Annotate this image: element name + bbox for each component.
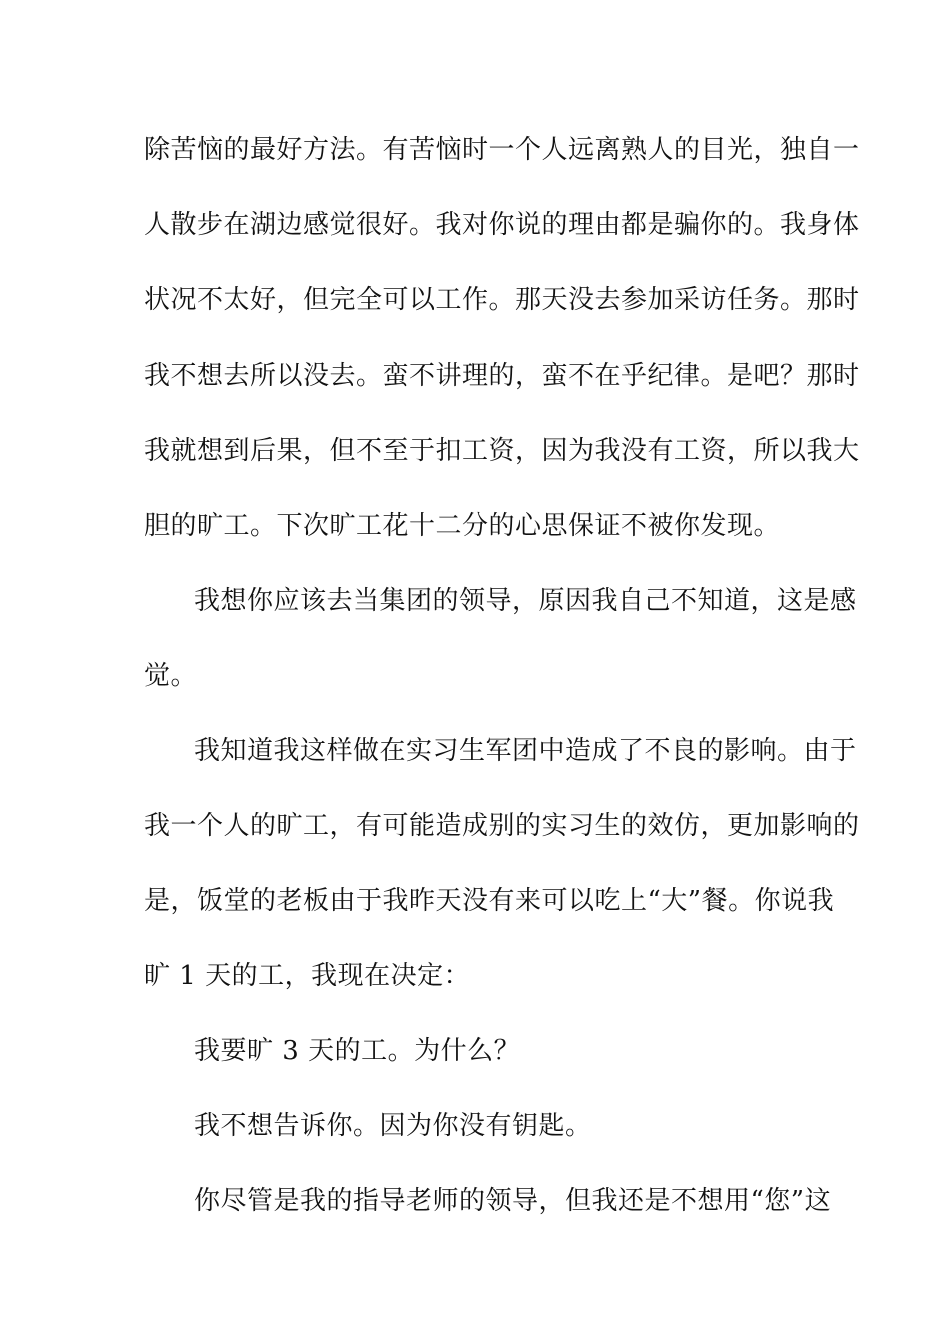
text-line: 状况不太好，但完全可以工作。那天没去参加采访任务。那时 — [144, 285, 860, 315]
text-line: 是，饭堂的老板由于我昨天没有来可以吃上“大”餐。你说我 — [144, 886, 835, 916]
text-line: 我一个人的旷工，有可能造成别的实习生的效仿，更加影响的 — [144, 811, 860, 841]
paragraph-start-line: 我知道我这样做在实习生军团中造成了不良的影响。由于 — [194, 736, 857, 766]
text-line: 我就想到后果，但不至于扣工资，因为我没有工资，所以我大 — [144, 436, 860, 466]
paragraph-start-line: 我不想告诉你。因为你没有钥匙。 — [194, 1111, 592, 1141]
text-line: 人散步在湖边感觉很好。我对你说的理由都是骗你的。我身体 — [144, 210, 860, 240]
text-line: 觉。 — [144, 661, 198, 691]
paragraph-start-line: 你尽管是我的指导老师的领导，但我还是不想用“您”这 — [194, 1186, 832, 1216]
paragraph-start-line: 我要旷 3 天的工。为什么？ — [194, 1036, 521, 1066]
text-line: 胆的旷工。下次旷工花十二分的心思保证不被你发现。 — [144, 511, 781, 541]
text-line: 除苦恼的最好方法。有苦恼时一个人远离熟人的目光，独自一 — [144, 135, 860, 165]
paragraph-start-line: 我想你应该去当集团的领导，原因我自己不知道，这是感 — [194, 586, 857, 616]
text-line: 旷 1 天的工，我现在决定： — [144, 961, 471, 991]
text-line: 我不想去所以没去。蛮不讲理的，蛮不在乎纪律。是吧？那时 — [144, 361, 860, 391]
